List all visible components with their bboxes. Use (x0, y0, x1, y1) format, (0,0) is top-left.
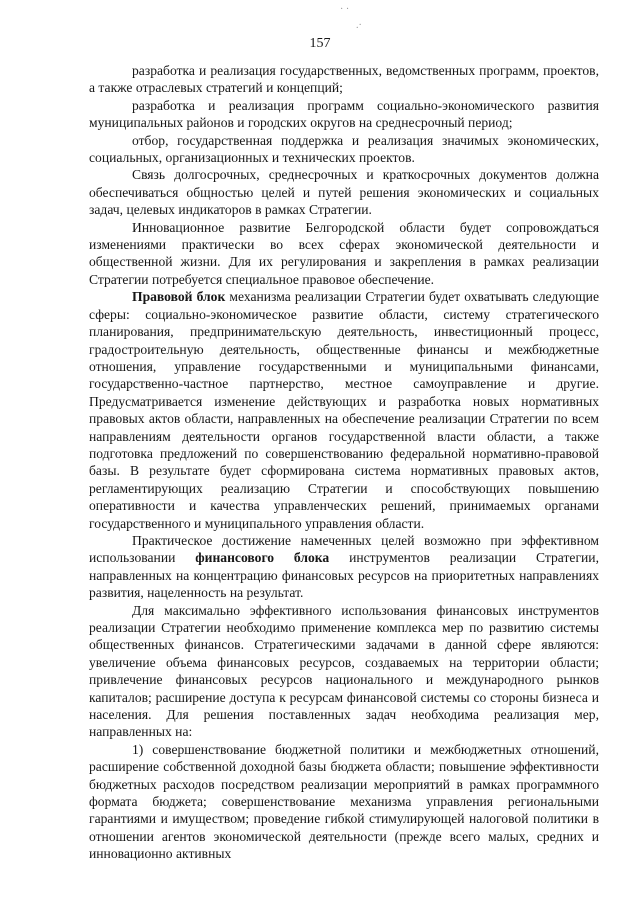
paragraph (89, 219, 599, 289)
scan-artifact: .· (356, 20, 362, 31)
paragraph (89, 288, 599, 532)
paragraph-text: Инновационное развитие Белгородской области будет сопровождаться изменениями практически во всех сферах экономической деятельности и общественной жизни. Для их регулирования и закрепления в рамках реализации Стратегии потребуется специальное правовое обеспечение. (89, 219, 599, 287)
scan-artifact: · · (340, 4, 350, 15)
paragraph (89, 97, 599, 132)
bold-term: финансового блока (195, 550, 330, 566)
paragraph (89, 532, 599, 602)
paragraph-text: инструментов реализации Стратегии, направленных на концентрацию финансовых ресурсов на приоритетных направлениях развития, нацеленность на результат. (89, 550, 599, 601)
paragraph-text: 1) совершенствование бюджетной политики и межбюджетных отношений, расширение собственной доходной базы бюджета области; повышение эффективности бюджетных расходов посредством реализации мероприятий в рамках программного формата бюджета; совершенствование механизма управления региональными гарантиями и имуществом; проведение гибкой стимулирующей налоговой политики в отношении агентов экономической деятельности (прежде всего малых, средних и инновационно активных (89, 741, 599, 862)
paragraph (89, 166, 599, 218)
paragraph (89, 62, 599, 97)
paragraph (89, 602, 599, 741)
paragraph-text: разработка и реализация государственных, ведомственных программ, проектов, а также отраслевых стратегий и концепций; (89, 63, 599, 96)
bold-term: Правовой блок (132, 289, 226, 305)
paragraph-text: Связь долгосрочных, среднесрочных и краткосрочных документов должна обеспечиваться общностью целей и путей решения экономических и социальных задач, целевых индикаторов в рамках Стратегии. (89, 167, 599, 218)
paragraph (89, 132, 599, 167)
paragraph-text: отбор, государственная поддержка и реализация значимых экономических, социальных, организационных и технических проектов. (89, 132, 599, 166)
page-number: 157 (309, 36, 331, 51)
paragraph-text: Практическое достижение намеченных целей возможно при эффективном использовании (89, 532, 599, 566)
paragraph (89, 741, 599, 863)
paragraph-text: механизма реализации Стратегии будет охватывать следующие сферы: социально-экономическое развитие области, систему стратегического планирования, предпринимательскую деятельность, инвестиционный процесс, градостроительную деятельность, общественные финансы и межбюджетные отношения, управление государственными и муниципальными финансами, государственно-частное партнерство, местное самоуправление и другие. Предусматривается изменение действующих и разработка новых нормативных правовых актов области, направленных на обеспечение реализации Стратегии по всем направлениям деятельности органов государственной власти области, а также подготовка предложений по совершенствованию федеральной нормативно-правовой базы. В результате будет сформирована система нормативных правовых актов, регламентирующих реализацию Стратегии и способствующих повышению оперативности и качества управленческих решений, принимаемых органами государственного и муниципального управления области. (89, 289, 599, 531)
paragraph-text: разработка и реализация программ социально-экономического развития муниципальных районов и городских округов на среднесрочный период; (89, 97, 599, 131)
paragraph-text: Для максимально эффективного использования финансовых инструментов реализации Стратегии необходимо применение комплекса мер по развитию системы общественных финансов. Стратегическими задачами в данной сфере являются: увеличение объема финансовых ресурсов, создаваемых на территории области; привлечение финансовых ресурсов национального и международного рынков капиталов; расширение доступа к ресурсам финансовой системы со стороны бизнеса и населения. Для решения поставленных задач необходима реализация мер, направленных на: (89, 602, 599, 740)
document-body (89, 62, 599, 863)
